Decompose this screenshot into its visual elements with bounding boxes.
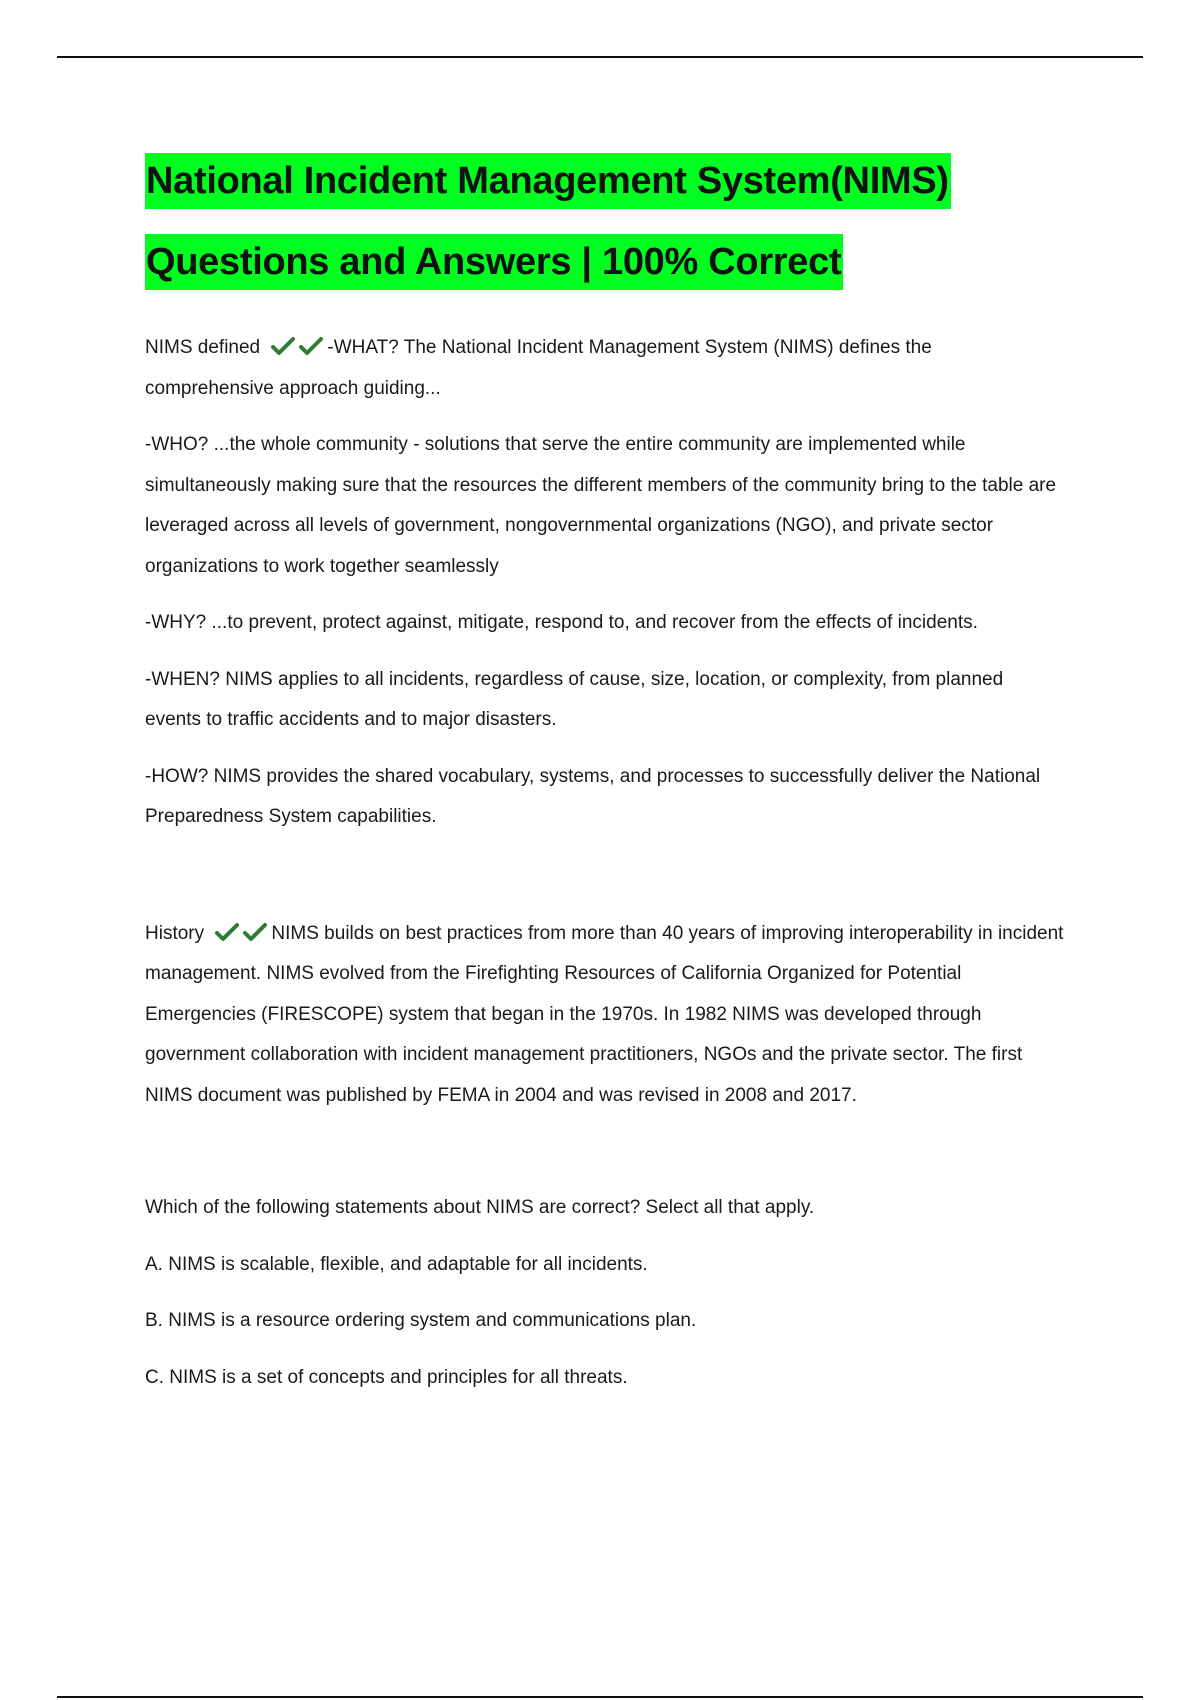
title-line-1: [145, 142, 1095, 223]
nims-defined-why: -WHY? ...to prevent, protect against, mitigate, respond to, and recover from the effects of incidents.: [145, 612, 978, 633]
nims-defined-how: -HOW? NIMS provides the shared vocabulary, systems, and processes to successfully deliver the National Preparedness System capabilities.: [145, 765, 1041, 827]
nims-defined-who: -WHO? ...the whole community - solutions that serve the entire community are implemented while simultaneously making sure that the resources the different members of the community bring to the table are leveraged across all levels of government, nongovernmental organizations (NGO), and private sector organizations to work together seamlessly: [145, 434, 1057, 577]
term-nims-defined: NIMS defined: [145, 337, 261, 358]
bottom-rule: [57, 1696, 1143, 1698]
page-subtitle: Questions and Answers | 100% Correct: [145, 234, 843, 290]
top-rule: [57, 56, 1143, 58]
checkmark-icon: [299, 336, 323, 356]
term-history: History: [145, 922, 205, 944]
answer-option: C. NIMS is a set of concepts and principles for all threats.: [145, 1366, 628, 1388]
question-prompt: Which of the following statements about NIMS are correct? Select all that apply.: [145, 1197, 815, 1218]
checkmark-icon: [243, 922, 267, 942]
history-text: NIMS builds on best practices from more than 40 years of improving interoperability in incident management. NIMS evolved from the Firefighting Resources of California Organized for Potential Emergencies (FIRESCOPE) system that began in the 1970s. In 1982 NIMS was developed through government collaboration with incident management practitioners, NGOs and the private sector. The first NIMS document was published by FEMA in 2004 and was revised in 2008 and 2017.: [145, 922, 1064, 1106]
checkmark-icon: [271, 336, 295, 356]
history-paragraph: [145, 914, 1065, 1117]
document-body: [145, 142, 1095, 1398]
checkmark-icon: [215, 922, 239, 942]
title-line-2: [145, 223, 1095, 304]
answer-option: A. NIMS is scalable, flexible, and adaptable for all incidents.: [145, 1253, 648, 1275]
nims-defined-what: [145, 328, 965, 409]
nims-defined-when: -WHEN? NIMS applies to all incidents, regardless of cause, size, location, or complexity, from planned events to traffic accidents and to major disasters.: [145, 668, 1004, 730]
answer-option: B. NIMS is a resource ordering system and communications plan.: [145, 1310, 697, 1331]
page-title: National Incident Management System(NIMS): [145, 153, 951, 209]
definition-what: -WHAT? The National Incident Management System (NIMS) defines the comprehensive approach guiding...: [145, 337, 932, 399]
